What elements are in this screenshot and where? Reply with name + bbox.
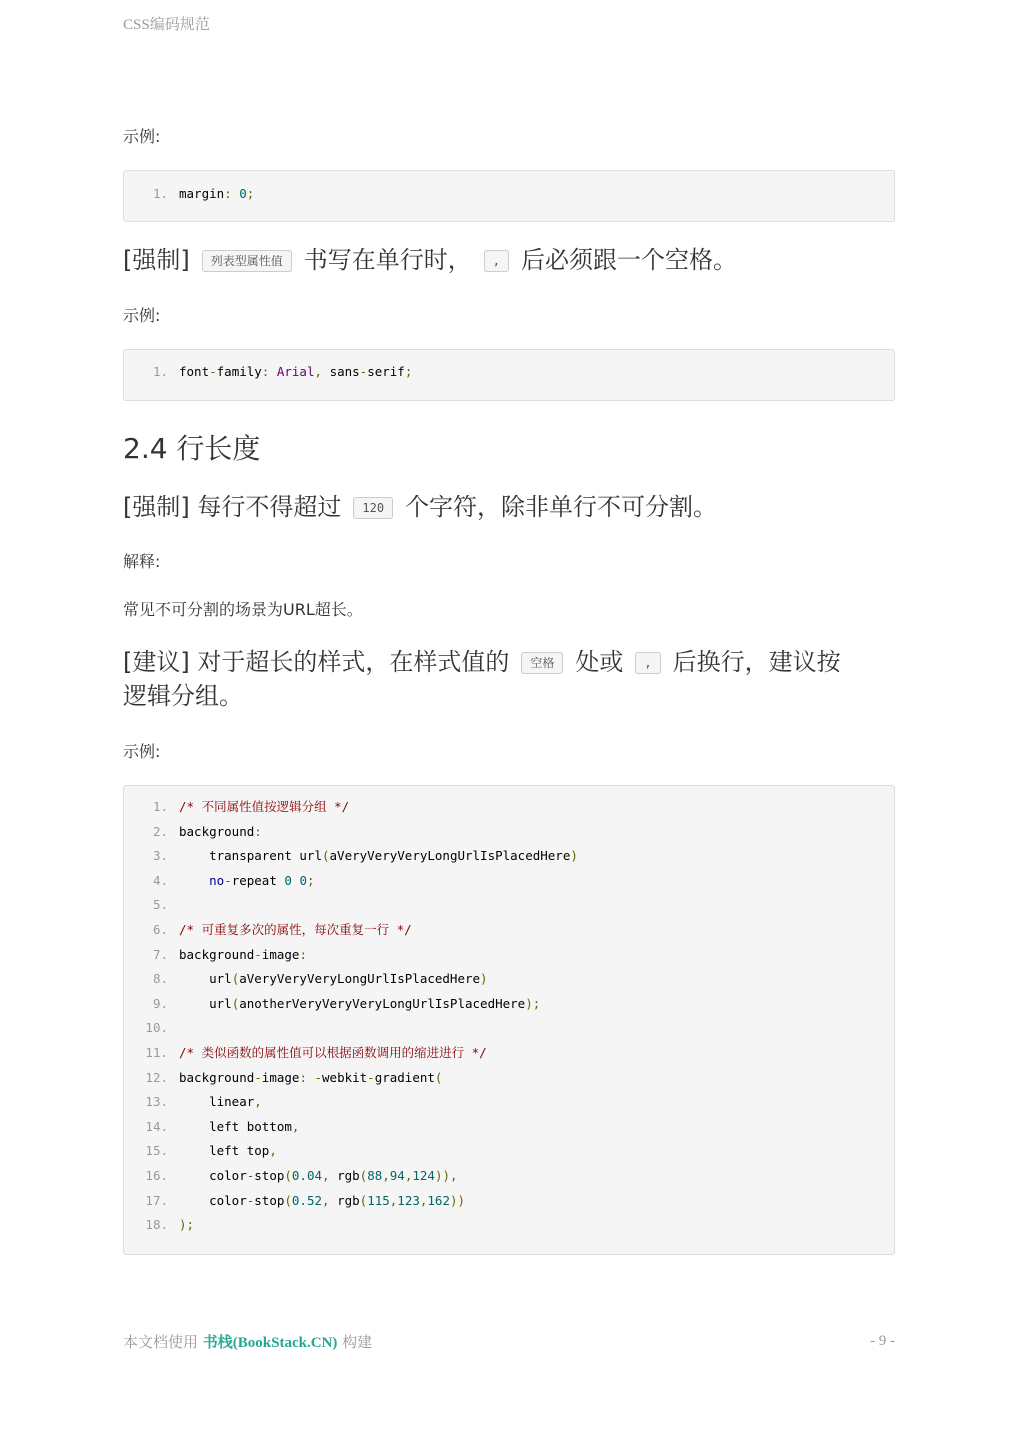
section-title: 2.4 行长度 [123,432,261,465]
line-number: 15. [145,1143,168,1159]
code-line [134,869,884,894]
code-line [134,1213,884,1238]
code-token: , [450,1167,458,1183]
code-token: family [216,364,262,379]
code-token: : [261,364,277,379]
code-token: ) [480,971,488,987]
code-line [134,1090,884,1115]
code-token: , [322,1167,338,1183]
code-token: , [314,364,330,379]
code-token: aVeryVeryVeryLongUrlIsPlacedHere [329,848,571,864]
code-token: - [246,1167,255,1183]
line-number: 8. [152,971,168,987]
code-token: - [367,1069,375,1085]
inline-code-tag: , [635,652,660,674]
code-token: webkit [322,1069,368,1085]
code-token: ) [570,848,578,864]
code-token: ; [246,186,255,201]
code-token: - [209,364,217,379]
code-text [179,1041,487,1066]
line-number: 13. [145,1094,168,1110]
code-token: anotherVeryVeryVeryLongUrlIsPlacedHere [239,995,526,1011]
code-text [179,820,262,845]
code-token: 0 [284,872,292,888]
code-text [179,1213,194,1238]
code-text [179,1139,277,1164]
code-token: 162 [427,1192,450,1208]
rule-text: 每行不得超过 [197,493,342,521]
code-line [134,943,884,968]
code-token: background [179,823,255,839]
example-label: 示例: [123,306,161,325]
code-token: url [179,971,232,987]
code-token: sans [329,364,360,379]
code-token: , [382,1167,390,1183]
code-token: image [261,946,300,962]
code-token: 0.04 [291,1167,323,1183]
rule-text: 书写在单行时， [303,246,472,274]
explain-text: 常见不可分割的场景为URL超长。 [123,600,363,619]
code-token: margin [179,186,225,201]
line-number: 1. [152,364,168,379]
code-line [134,1164,884,1189]
code-token: repeat [231,872,285,888]
code-token: url [179,995,232,1011]
code-token: gradient [374,1069,435,1085]
inline-code-tag: 120 [353,497,393,519]
code-line [134,893,884,918]
code-token: background [179,1069,255,1085]
code-token: serif [367,364,405,379]
code-line [134,1115,884,1140]
line-number: 14. [145,1118,168,1134]
code-token: rgb [337,1192,360,1208]
code-line [134,1041,884,1066]
code-token: ( [359,1167,368,1183]
rule-text: 对于超长的样式，在样式值的 [197,648,510,676]
inline-code-tag: 空格 [521,652,563,674]
inline-code-tag: , [484,250,509,272]
code-token: color [179,1167,247,1183]
line-number: 12. [145,1069,168,1085]
code-token: rgb [337,1167,360,1183]
code-token: aVeryVeryVeryLongUrlIsPlacedHere [239,971,481,987]
code-token: ( [284,1167,292,1183]
code-token: ( [231,995,240,1011]
code-token: 0 [299,872,307,888]
line-number: 7. [152,946,168,962]
code-block-long-values [123,785,895,1255]
code-token: Arial [276,364,315,379]
code-line [134,918,884,943]
code-token: ( [322,848,330,864]
code-token: - [254,1069,262,1085]
line-number: 9. [152,995,168,1011]
line-number: 1. [152,799,168,814]
code-token: /* 不同属性值按逻辑分组 */ [179,799,350,814]
code-token: ( [231,971,240,987]
code-token [179,873,209,888]
footer-suffix: 构建 [337,1333,373,1351]
code-token: color [179,1192,247,1208]
code-token: )) [449,1192,466,1208]
rule-text: 个字符，除非单行不可分割。 [405,493,718,521]
line-number: 2. [152,823,168,839]
code-block-font-family [123,349,895,401]
code-token: ( [359,1192,368,1208]
code-token: : [299,946,307,962]
line-number: 18. [145,1217,168,1233]
code-line [134,820,884,845]
code-token: stop [254,1167,285,1183]
code-token: left top [179,1143,270,1159]
explain-label: 解释: [123,552,161,571]
line-number: 17. [145,1192,168,1208]
code-text [179,1164,458,1189]
code-block-margin [123,170,895,222]
rule-text: 处或 [575,648,624,676]
footer-credit [123,1331,372,1352]
line-number: 6. [152,921,168,937]
code-token: , [404,1167,413,1183]
rule-level: [强制] [123,493,190,521]
code-text [179,1066,442,1091]
code-token: 88 [367,1167,383,1183]
code-token: 94 [389,1167,405,1183]
code-token: , [389,1192,398,1208]
code-line [134,795,884,820]
code-token: font [179,364,210,379]
code-token: , [419,1192,428,1208]
code-line [134,1016,884,1041]
code-token: /* 类似函数的属性值可以根据函数调用的缩进进行 */ [179,1044,487,1060]
code-token: ( [434,1069,443,1085]
code-token: - [359,364,368,379]
code-line [134,844,884,869]
code-text [179,795,349,820]
line-number: 3. [152,848,168,864]
rule-text: 后必须跟一个空格。 [520,246,737,274]
code-text [179,1189,465,1214]
code-token: background [179,946,255,962]
page-number: - 9 - [870,1333,895,1349]
code-token: 124 [412,1167,435,1183]
rule-level: [建议] [123,648,190,676]
line-number: 11. [145,1044,168,1060]
code-token: 0.52 [291,1192,323,1208]
inline-code-tag: 列表型属性值 [202,250,292,272]
example-label: 示例: [123,127,161,146]
code-token: , [291,1118,300,1134]
rule-long-style-wrap [123,645,903,713]
code-token: 123 [397,1192,420,1208]
code-text [179,943,307,968]
code-token: ); [179,1217,195,1233]
code-token: : [254,823,262,839]
code-token: ); [525,995,541,1011]
code-line [134,967,884,992]
rule-text: 逻辑分组。 [123,682,243,710]
line-number: 1. [152,186,168,201]
code-token: : [224,186,240,201]
example-label: 示例: [123,742,161,761]
code-token: left bottom [179,1118,292,1134]
code-token: )) [434,1167,451,1183]
code-token: - [254,946,262,962]
code-token: 115 [367,1192,390,1208]
code-text [179,844,578,869]
code-line [134,360,884,385]
code-token: , [254,1094,262,1110]
code-token: - [224,872,232,888]
code-token: no [209,872,225,888]
rule-text: 后换行，建议按 [672,648,841,676]
code-token: ; [306,872,315,888]
line-number: 10. [145,1020,168,1036]
line-number: 16. [145,1167,168,1183]
code-token: /* 可重复多次的属性，每次重复一行 */ [179,921,412,937]
code-token: linear [179,1094,255,1110]
code-text [179,182,254,207]
code-text [179,967,488,992]
code-token: ; [404,364,413,379]
line-number: 4. [152,872,168,888]
line-number: 5. [152,897,168,913]
code-text [179,360,412,385]
code-text [179,992,540,1017]
code-text [179,1090,262,1115]
code-line [134,992,884,1017]
rule-level: [强制] [123,246,190,274]
code-line [134,1139,884,1164]
footer-prefix: 本文档使用 [123,1333,203,1351]
code-token: 0 [239,186,247,201]
code-token: , [269,1143,277,1159]
code-token: transparent url [179,848,322,864]
code-token: image [261,1069,300,1085]
rule-line-length [123,490,717,524]
code-token: , [322,1192,338,1208]
document-header-title: CSS编码规范 [123,17,210,33]
code-token: : - [299,1069,323,1085]
code-line [134,182,884,207]
code-line [134,1189,884,1214]
code-line [134,1066,884,1091]
code-text [179,918,412,943]
code-token: stop [254,1192,285,1208]
code-token: ( [284,1192,292,1208]
code-token: - [246,1192,255,1208]
bookstack-link[interactable]: 书栈(BookStack.CN) [202,1335,338,1351]
code-text [179,869,315,894]
rule-list-values-spacing [123,243,737,277]
code-text [179,1115,299,1140]
